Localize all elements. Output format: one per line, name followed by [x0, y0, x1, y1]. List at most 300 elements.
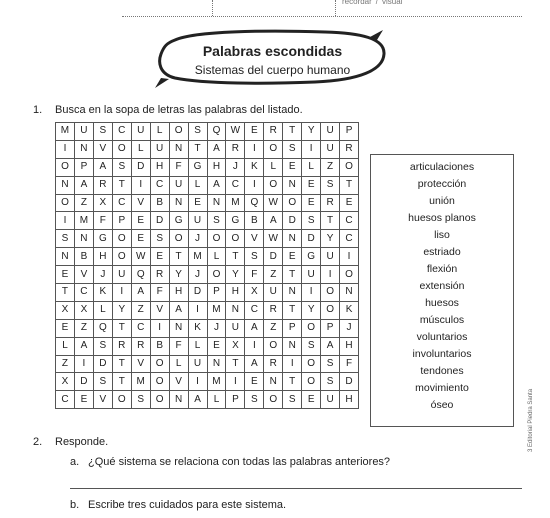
grid-cell[interactable]: U: [150, 140, 169, 158]
grid-cell[interactable]: I: [112, 284, 131, 302]
answer-line[interactable]: [70, 488, 522, 489]
grid-cell[interactable]: K: [93, 284, 112, 302]
grid-cell[interactable]: G: [93, 230, 112, 248]
grid-cell[interactable]: N: [169, 140, 188, 158]
grid-cell[interactable]: O: [112, 140, 131, 158]
grid-cell[interactable]: S: [321, 176, 340, 194]
grid-cell[interactable]: I: [74, 355, 93, 373]
grid-row: [56, 176, 359, 194]
grid-cell[interactable]: N: [283, 284, 302, 302]
grid-cell[interactable]: V: [74, 266, 93, 284]
grid-cell[interactable]: O: [112, 248, 131, 266]
grid-cell[interactable]: D: [264, 248, 283, 266]
grid-cell[interactable]: E: [131, 212, 150, 230]
word-list-item: unión: [429, 195, 455, 207]
grid-cell[interactable]: K: [188, 319, 207, 337]
grid-cell[interactable]: V: [169, 373, 188, 391]
grid-cell[interactable]: S: [321, 355, 340, 373]
grid-cell[interactable]: X: [56, 373, 75, 391]
word-list-item: músculos: [419, 314, 465, 326]
grid-cell[interactable]: O: [264, 140, 283, 158]
grid-cell[interactable]: A: [207, 176, 226, 194]
grid-cell[interactable]: B: [74, 248, 93, 266]
grid-cell[interactable]: I: [56, 140, 75, 158]
grid-cell[interactable]: O: [302, 355, 321, 373]
grid-cell[interactable]: F: [93, 212, 112, 230]
grid-cell[interactable]: I: [150, 319, 169, 337]
grid-cell[interactable]: Y: [226, 266, 245, 284]
grid-cell[interactable]: A: [74, 337, 93, 355]
grid-cell[interactable]: N: [226, 301, 245, 319]
grid-cell[interactable]: O: [112, 391, 131, 409]
grid-cell[interactable]: I: [302, 284, 321, 302]
grid-cell[interactable]: X: [226, 337, 245, 355]
grid-cell[interactable]: B: [150, 337, 169, 355]
grid-row: [56, 123, 359, 141]
grid-cell[interactable]: H: [207, 158, 226, 176]
grid-cell[interactable]: J: [226, 158, 245, 176]
grid-cell[interactable]: E: [302, 176, 321, 194]
grid-cell[interactable]: E: [340, 194, 359, 212]
grid-cell[interactable]: U: [169, 176, 188, 194]
grid-cell[interactable]: I: [56, 212, 75, 230]
grid-cell[interactable]: J: [188, 266, 207, 284]
grid-row: [56, 373, 359, 391]
grid-cell[interactable]: O: [321, 301, 340, 319]
word-list-item: estriado: [423, 246, 461, 258]
grid-cell[interactable]: Y: [112, 301, 131, 319]
word-list-item: huesos: [425, 297, 459, 309]
grid-cell[interactable]: O: [207, 266, 226, 284]
grid-cell[interactable]: N: [169, 391, 188, 409]
hint-right: visual: [382, 0, 403, 6]
grid-cell[interactable]: S: [283, 140, 302, 158]
grid-cell[interactable]: H: [226, 284, 245, 302]
grid-cell[interactable]: A: [74, 176, 93, 194]
grid-cell[interactable]: W: [264, 230, 283, 248]
grid-cell[interactable]: D: [150, 212, 169, 230]
top-hint: [342, 0, 406, 6]
grid-cell[interactable]: M: [74, 212, 93, 230]
banner-shape: [155, 28, 390, 90]
publisher-credit: 3 Editorial Piedra Santa: [528, 388, 534, 452]
grid-cell[interactable]: M: [207, 373, 226, 391]
grid-cell[interactable]: C: [74, 284, 93, 302]
grid-cell[interactable]: H: [150, 158, 169, 176]
grid-cell[interactable]: U: [302, 266, 321, 284]
grid-cell[interactable]: N: [264, 373, 283, 391]
grid-cell[interactable]: O: [283, 194, 302, 212]
word-list-item: protección: [417, 178, 467, 190]
grid-cell[interactable]: Z: [74, 319, 93, 337]
grid-cell[interactable]: T: [56, 284, 75, 302]
grid-cell[interactable]: E: [245, 373, 264, 391]
grid-cell[interactable]: H: [340, 391, 359, 409]
grid-cell[interactable]: O: [321, 284, 340, 302]
grid-cell[interactable]: M: [56, 123, 75, 141]
grid-cell[interactable]: N: [283, 230, 302, 248]
grid-cell[interactable]: C: [340, 212, 359, 230]
grid-cell[interactable]: W: [131, 248, 150, 266]
grid-cell[interactable]: Z: [56, 355, 75, 373]
grid-row: [56, 391, 359, 409]
grid-cell[interactable]: I: [283, 355, 302, 373]
grid-cell[interactable]: R: [340, 140, 359, 158]
grid-cell[interactable]: T: [188, 140, 207, 158]
grid-cell[interactable]: U: [321, 248, 340, 266]
grid-cell[interactable]: A: [321, 337, 340, 355]
grid-cell[interactable]: Y: [169, 266, 188, 284]
grid-cell[interactable]: R: [321, 194, 340, 212]
word-list-item: tendones: [420, 365, 464, 377]
grid-cell[interactable]: W: [226, 123, 245, 141]
word-list-item: óseo: [430, 399, 454, 411]
q1-number: 1.: [33, 104, 43, 116]
title-banner: [155, 28, 390, 90]
grid-cell[interactable]: S: [93, 373, 112, 391]
grid-cell[interactable]: R: [93, 176, 112, 194]
grid-cell[interactable]: K: [340, 301, 359, 319]
grid-cell[interactable]: T: [321, 212, 340, 230]
grid-cell[interactable]: V: [150, 301, 169, 319]
grid-cell[interactable]: L: [56, 337, 75, 355]
grid-cell[interactable]: L: [302, 158, 321, 176]
grid-cell[interactable]: S: [245, 391, 264, 409]
grid-cell[interactable]: A: [264, 212, 283, 230]
grid-cell[interactable]: U: [264, 284, 283, 302]
grid-cell[interactable]: Z: [321, 158, 340, 176]
q2-number: 2.: [33, 436, 43, 448]
grid-cell[interactable]: S: [321, 373, 340, 391]
grid-cell[interactable]: M: [226, 194, 245, 212]
grid-cell[interactable]: R: [264, 301, 283, 319]
grid-cell[interactable]: S: [188, 123, 207, 141]
grid-cell[interactable]: D: [93, 355, 112, 373]
grid-cell[interactable]: E: [283, 248, 302, 266]
grid-cell[interactable]: S: [283, 391, 302, 409]
grid-row: [56, 284, 359, 302]
word-list-item: movimiento: [415, 382, 469, 394]
grid-cell[interactable]: W: [264, 194, 283, 212]
grid-cell[interactable]: P: [340, 123, 359, 141]
grid-cell[interactable]: Q: [207, 123, 226, 141]
grid-cell[interactable]: A: [245, 319, 264, 337]
grid-cell[interactable]: O: [56, 194, 75, 212]
word-list-item: voluntarios: [416, 331, 468, 343]
grid-cell[interactable]: P: [207, 284, 226, 302]
grid-cell[interactable]: O: [264, 391, 283, 409]
grid-cell[interactable]: N: [74, 140, 93, 158]
grid-row: [56, 319, 359, 337]
grid-cell[interactable]: E: [150, 248, 169, 266]
grid-cell[interactable]: F: [169, 337, 188, 355]
grid-cell[interactable]: D: [302, 230, 321, 248]
grid-cell[interactable]: O: [56, 158, 75, 176]
grid-cell[interactable]: E: [207, 337, 226, 355]
grid-cell[interactable]: E: [302, 391, 321, 409]
grid-cell[interactable]: C: [340, 230, 359, 248]
grid-row: [56, 301, 359, 319]
grid-cell[interactable]: Z: [264, 319, 283, 337]
grid-cell[interactable]: I: [245, 176, 264, 194]
grid-cell[interactable]: S: [207, 212, 226, 230]
grid-cell[interactable]: C: [150, 176, 169, 194]
grid-row: [56, 266, 359, 284]
grid-cell[interactable]: I: [302, 140, 321, 158]
grid-cell[interactable]: M: [188, 248, 207, 266]
grid-cell[interactable]: A: [169, 301, 188, 319]
grid-cell[interactable]: A: [131, 284, 150, 302]
grid-cell[interactable]: U: [321, 391, 340, 409]
grid-cell[interactable]: U: [188, 212, 207, 230]
word-search-grid: [55, 122, 359, 409]
grid-cell[interactable]: O: [150, 373, 169, 391]
grid-cell[interactable]: T: [283, 266, 302, 284]
grid-cell[interactable]: A: [93, 158, 112, 176]
grid-cell[interactable]: O: [302, 373, 321, 391]
grid-cell[interactable]: E: [245, 123, 264, 141]
grid-cell[interactable]: V: [245, 230, 264, 248]
grid-cell[interactable]: C: [131, 319, 150, 337]
q1-text: Busca en la sopa de letras las palabras del listado.: [55, 104, 303, 116]
grid-cell[interactable]: B: [245, 212, 264, 230]
grid-cell[interactable]: T: [226, 248, 245, 266]
grid-cell[interactable]: R: [150, 266, 169, 284]
grid-cell[interactable]: O: [150, 355, 169, 373]
grid-cell[interactable]: J: [340, 319, 359, 337]
grid-cell[interactable]: Q: [93, 319, 112, 337]
grid-cell[interactable]: Z: [264, 266, 283, 284]
grid-cell[interactable]: D: [340, 373, 359, 391]
grid-row: [56, 230, 359, 248]
grid-cell[interactable]: I: [131, 176, 150, 194]
grid-cell[interactable]: P: [283, 319, 302, 337]
grid-cell[interactable]: T: [112, 373, 131, 391]
grid-cell[interactable]: E: [283, 158, 302, 176]
grid-cell[interactable]: U: [74, 123, 93, 141]
grid-cell[interactable]: N: [340, 284, 359, 302]
grid-cell[interactable]: N: [207, 355, 226, 373]
grid-cell[interactable]: G: [169, 212, 188, 230]
grid-cell[interactable]: G: [226, 212, 245, 230]
grid-cell[interactable]: E: [302, 194, 321, 212]
grid-cell[interactable]: T: [112, 176, 131, 194]
grid-cell[interactable]: F: [150, 284, 169, 302]
grid-cell[interactable]: C: [112, 194, 131, 212]
grid-cell[interactable]: C: [226, 176, 245, 194]
grid-cell[interactable]: I: [245, 337, 264, 355]
grid-cell[interactable]: H: [169, 284, 188, 302]
grid-cell[interactable]: K: [245, 158, 264, 176]
grid-cell[interactable]: G: [188, 158, 207, 176]
grid-cell[interactable]: S: [93, 337, 112, 355]
grid-cell[interactable]: O: [112, 230, 131, 248]
grid-cell[interactable]: P: [112, 212, 131, 230]
top-dotted-rule: [122, 16, 522, 17]
grid-cell[interactable]: E: [131, 230, 150, 248]
grid-cell[interactable]: A: [245, 355, 264, 373]
grid-cell[interactable]: N: [56, 176, 75, 194]
grid-cell[interactable]: S: [302, 212, 321, 230]
grid-cell[interactable]: S: [150, 230, 169, 248]
grid-cell[interactable]: O: [340, 158, 359, 176]
grid-cell[interactable]: J: [207, 319, 226, 337]
grid-cell[interactable]: O: [264, 337, 283, 355]
grid-cell[interactable]: G: [302, 248, 321, 266]
top-dotted-divider: [335, 0, 336, 16]
grid-row: [56, 140, 359, 158]
word-list-item: extensión: [419, 280, 465, 292]
grid-cell[interactable]: S: [302, 337, 321, 355]
grid-cell[interactable]: S: [56, 230, 75, 248]
grid-cell[interactable]: E: [56, 266, 75, 284]
grid-cell[interactable]: D: [283, 212, 302, 230]
grid-cell[interactable]: L: [169, 355, 188, 373]
grid-cell[interactable]: D: [74, 373, 93, 391]
grid-cell[interactable]: Z: [74, 194, 93, 212]
grid-cell[interactable]: X: [74, 301, 93, 319]
grid-cell[interactable]: I: [245, 140, 264, 158]
grid-cell[interactable]: O: [150, 391, 169, 409]
grid-cell[interactable]: T: [283, 373, 302, 391]
grid-cell[interactable]: N: [283, 337, 302, 355]
grid-cell[interactable]: P: [74, 158, 93, 176]
word-list: [370, 154, 514, 427]
grid-cell[interactable]: U: [321, 123, 340, 141]
grid-cell[interactable]: Z: [131, 301, 150, 319]
grid-cell[interactable]: L: [207, 391, 226, 409]
grid-cell[interactable]: J: [93, 266, 112, 284]
grid-cell[interactable]: F: [245, 266, 264, 284]
grid-cell[interactable]: H: [93, 248, 112, 266]
grid-cell[interactable]: V: [93, 391, 112, 409]
grid-cell[interactable]: B: [150, 194, 169, 212]
grid-cell[interactable]: Y: [302, 301, 321, 319]
grid-cell[interactable]: T: [112, 355, 131, 373]
grid-cell[interactable]: D: [188, 284, 207, 302]
grid-cell[interactable]: S: [112, 158, 131, 176]
grid-cell[interactable]: O: [169, 230, 188, 248]
page-title: Palabras escondidas: [202, 43, 343, 59]
grid-cell[interactable]: P: [226, 391, 245, 409]
page-subtitle: Sistemas del cuerpo humano: [194, 63, 351, 77]
grid-cell[interactable]: N: [207, 194, 226, 212]
grid-cell[interactable]: O: [226, 230, 245, 248]
grid-cell[interactable]: I: [188, 373, 207, 391]
word-list-item: huesos planos: [408, 212, 476, 224]
grid-cell[interactable]: S: [93, 123, 112, 141]
top-bar: [0, 0, 550, 18]
grid-cell[interactable]: L: [207, 248, 226, 266]
grid-cell[interactable]: T: [226, 355, 245, 373]
grid-cell[interactable]: Q: [245, 194, 264, 212]
grid-cell[interactable]: U: [131, 123, 150, 141]
top-dotted-divider: [212, 0, 213, 16]
grid-cell[interactable]: R: [112, 337, 131, 355]
grid-cell[interactable]: J: [188, 230, 207, 248]
grid-cell[interactable]: T: [283, 301, 302, 319]
grid-cell[interactable]: L: [131, 140, 150, 158]
grid-cell[interactable]: O: [264, 176, 283, 194]
grid-cell[interactable]: F: [340, 355, 359, 373]
grid-cell[interactable]: H: [340, 337, 359, 355]
grid-cell[interactable]: L: [93, 301, 112, 319]
grid-cell[interactable]: N: [169, 194, 188, 212]
grid-cell[interactable]: R: [264, 123, 283, 141]
grid-cell[interactable]: O: [169, 123, 188, 141]
grid-cell[interactable]: L: [150, 123, 169, 141]
grid-cell[interactable]: M: [131, 373, 150, 391]
grid-cell[interactable]: L: [264, 158, 283, 176]
grid-cell[interactable]: A: [207, 140, 226, 158]
grid-cell[interactable]: P: [321, 319, 340, 337]
grid-cell[interactable]: I: [188, 301, 207, 319]
grid-cell[interactable]: X: [56, 301, 75, 319]
grid-cell[interactable]: I: [321, 266, 340, 284]
hint-left: recordar: [342, 0, 372, 6]
grid-cell[interactable]: I: [226, 373, 245, 391]
grid-cell[interactable]: S: [131, 391, 150, 409]
grid-cell[interactable]: E: [188, 194, 207, 212]
word-list-item: articulaciones: [409, 161, 475, 173]
grid-cell[interactable]: E: [56, 319, 75, 337]
grid-cell[interactable]: V: [93, 140, 112, 158]
grid-cell[interactable]: R: [264, 355, 283, 373]
grid-cell[interactable]: C: [56, 391, 75, 409]
grid-row: [56, 248, 359, 266]
grid-cell[interactable]: A: [188, 391, 207, 409]
grid-cell[interactable]: L: [188, 176, 207, 194]
grid-cell[interactable]: E: [74, 391, 93, 409]
grid-cell[interactable]: L: [188, 337, 207, 355]
grid-cell[interactable]: U: [226, 319, 245, 337]
grid-row: [56, 158, 359, 176]
grid-cell[interactable]: O: [207, 230, 226, 248]
grid-cell[interactable]: Q: [131, 266, 150, 284]
grid-cell[interactable]: O: [302, 319, 321, 337]
grid-cell[interactable]: M: [207, 301, 226, 319]
grid-cell[interactable]: U: [321, 140, 340, 158]
grid-cell[interactable]: Y: [302, 123, 321, 141]
grid-cell[interactable]: N: [74, 230, 93, 248]
grid-cell[interactable]: T: [169, 248, 188, 266]
grid-cell[interactable]: Y: [321, 230, 340, 248]
grid-cell[interactable]: N: [56, 248, 75, 266]
grid-cell[interactable]: T: [283, 123, 302, 141]
grid-cell[interactable]: I: [340, 248, 359, 266]
grid-cell[interactable]: S: [245, 248, 264, 266]
grid-cell[interactable]: U: [112, 266, 131, 284]
grid-cell[interactable]: U: [188, 355, 207, 373]
grid-cell[interactable]: F: [169, 158, 188, 176]
grid-cell[interactable]: V: [131, 194, 150, 212]
grid-cell[interactable]: T: [340, 176, 359, 194]
grid-row: [56, 355, 359, 373]
grid-cell[interactable]: T: [112, 319, 131, 337]
hint-sep: /: [375, 0, 379, 6]
grid-cell[interactable]: O: [340, 266, 359, 284]
grid-cell[interactable]: C: [245, 301, 264, 319]
grid-cell[interactable]: V: [131, 355, 150, 373]
grid-cell[interactable]: C: [112, 123, 131, 141]
grid-cell[interactable]: N: [283, 176, 302, 194]
grid-cell[interactable]: X: [93, 194, 112, 212]
grid-cell[interactable]: D: [131, 158, 150, 176]
grid-cell[interactable]: X: [245, 284, 264, 302]
grid-cell[interactable]: N: [169, 319, 188, 337]
grid-cell[interactable]: R: [131, 337, 150, 355]
grid-cell[interactable]: R: [226, 140, 245, 158]
